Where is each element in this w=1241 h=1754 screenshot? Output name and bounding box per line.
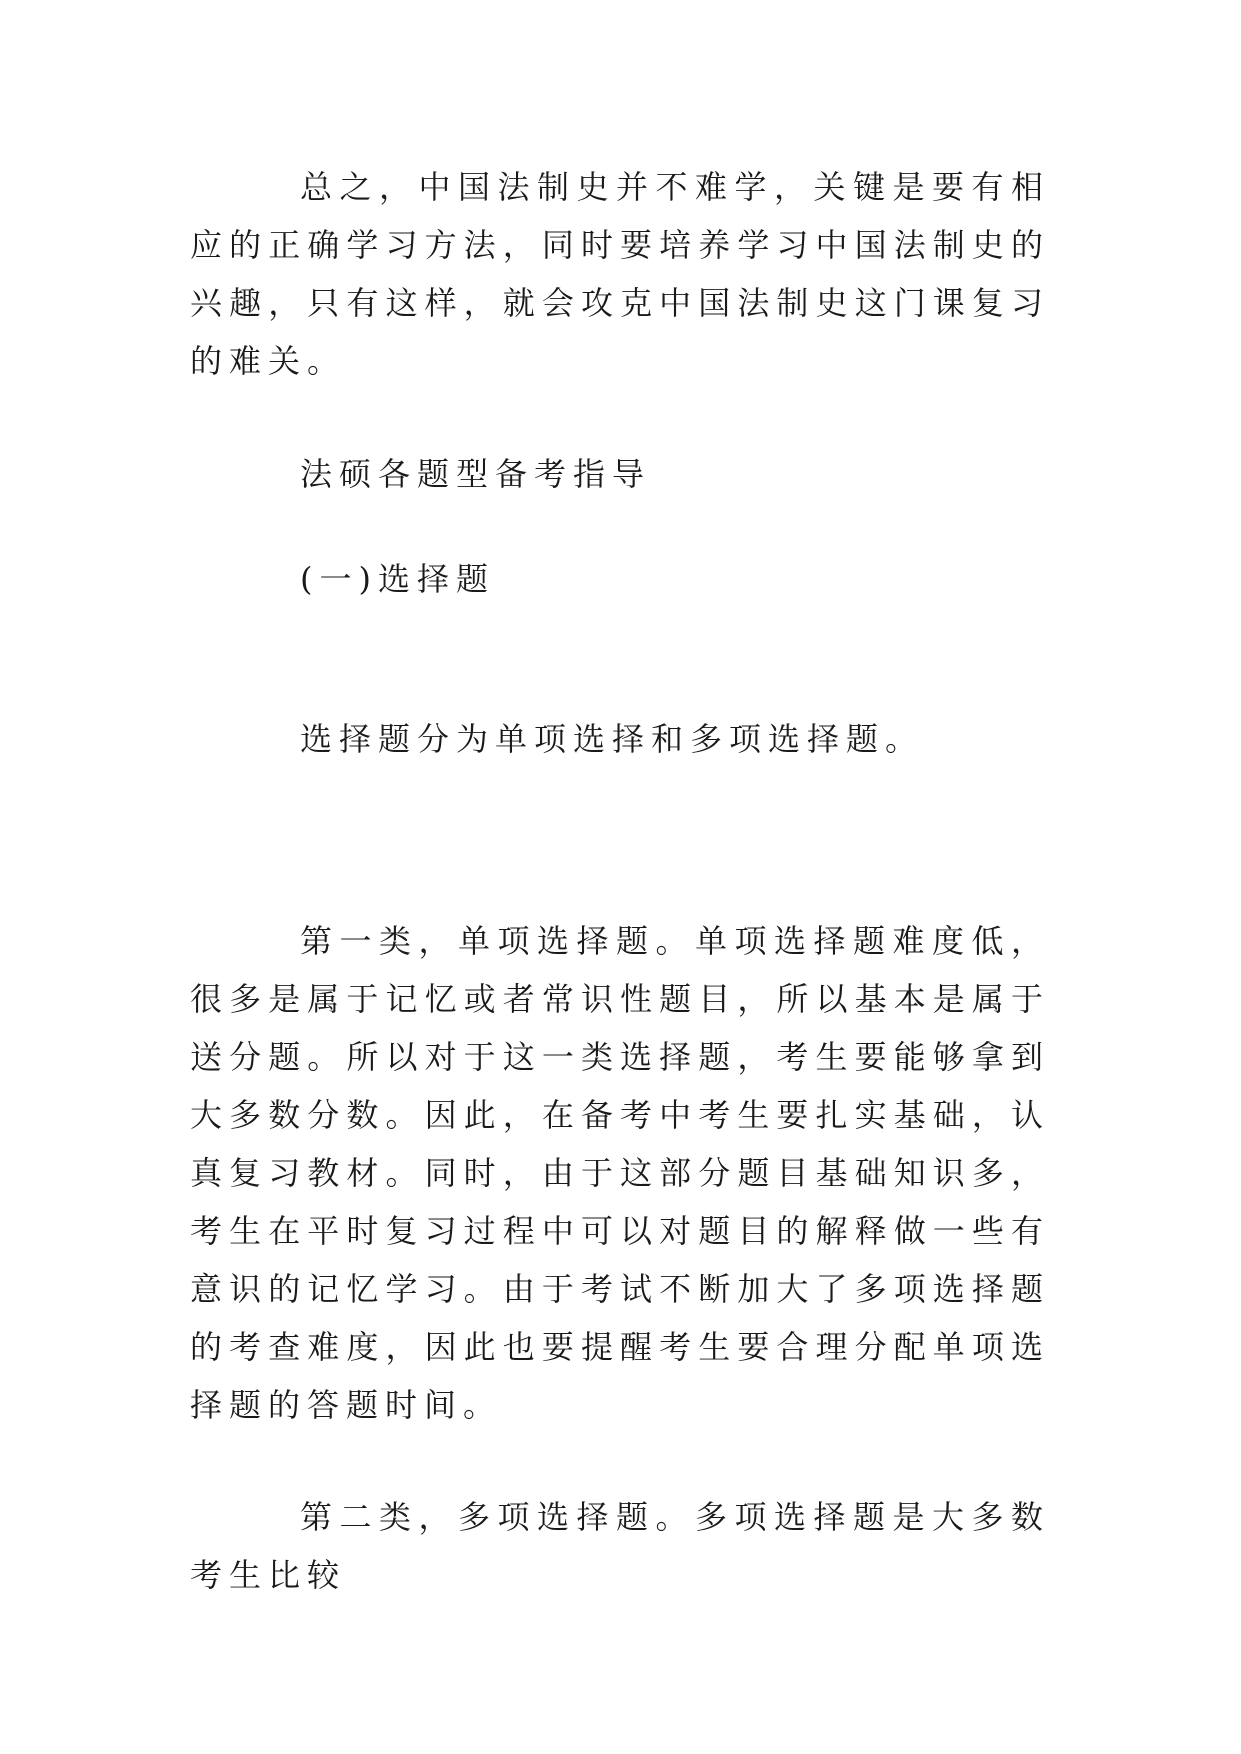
conclusion-paragraph: 总之，中国法制史并不难学，关键是要有相应的正确学习方法，同时要培养学习中国法制史的兴趣，只有这样，就会攻克中国法制史这门课复习的难关。: [190, 168, 1050, 380]
subsection-title: (一)选择题: [300, 560, 495, 598]
intro-paragraph: 选择题分为单项选择和多项选择题。: [300, 720, 925, 758]
multi-choice-paragraph: 第二类，多项选择题。多项选择题是大多数考生比较: [190, 1498, 1050, 1594]
section-title: 法硕各题型备考指导: [300, 455, 652, 493]
single-choice-paragraph: 第一类，单项选择题。单项选择题难度低，很多是属于记忆或者常识性题目，所以基本是属于送分题。所以对于这一类选择题，考生要能够拿到大多数分数。因此，在备考中考生要扎实基础，认真复习教材。同时，由于这部分题目基础知识多，考生在平时复习过程中可以对题目的解释做一些有意识的记忆学习。由于考试不断加大了多项选择题的考查难度，因此也要提醒考生要合理分配单项选择题的答题时间。: [190, 922, 1050, 1424]
